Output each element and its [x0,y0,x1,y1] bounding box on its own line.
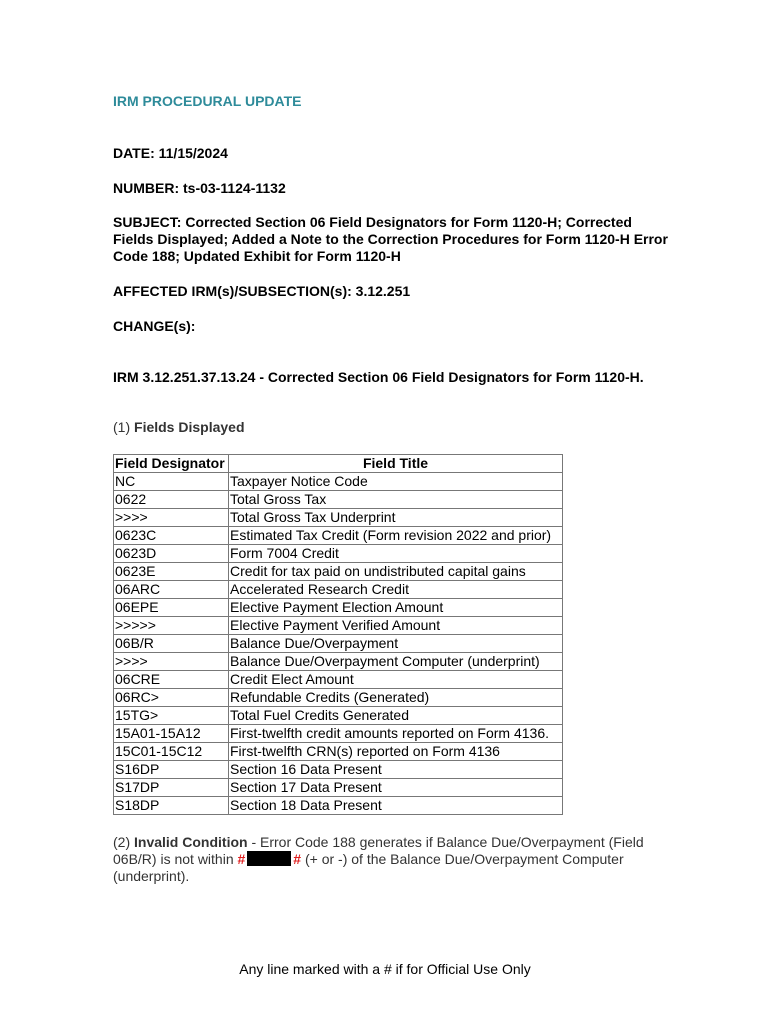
paragraph-2-label: Invalid Condition [134,834,248,850]
header-field-title: Field Title [229,455,563,473]
field-title-cell: First-twelfth CRN(s) reported on Form 4136 [229,743,563,761]
field-title-cell: Credit for tax paid on undistributed capital gains [229,563,563,581]
table-row [114,779,563,797]
paragraph-1-number: (1) [113,419,131,435]
field-title-cell: Balance Due/Overpayment Computer (underprint) [229,653,563,671]
header-field-designator: Field Designator [114,455,229,473]
field-designator-cell: >>>> [114,509,229,527]
table-row [114,581,563,599]
field-designator-cell: 15TG> [114,707,229,725]
table-row [114,563,563,581]
table-row [114,761,563,779]
field-designator-cell: >>>> [114,653,229,671]
field-designator-cell: S17DP [114,779,229,797]
field-title-cell: Section 17 Data Present [229,779,563,797]
affected-irm: AFFECTED IRM(s)/SUBSECTION(s): 3.12.251 [113,283,411,299]
fields-table [113,454,563,815]
field-title-cell: Total Gross Tax Underprint [229,509,563,527]
field-title-cell: Credit Elect Amount [229,671,563,689]
table-row [114,617,563,635]
official-use-hash-close: # [293,851,302,867]
field-designator-cell: >>>>> [114,617,229,635]
table-row [114,599,563,617]
field-designator-cell: 06EPE [114,599,229,617]
field-designator-cell: S18DP [114,797,229,815]
table-row [114,635,563,653]
field-title-cell: First-twelfth credit amounts reported on Form 4136. [229,725,563,743]
table-row [114,671,563,689]
table-row [114,797,563,815]
table-row [114,743,563,761]
field-designator-cell: 0623C [114,527,229,545]
official-use-hash-open: # [237,851,246,867]
field-designator-cell: 15C01-15C12 [114,743,229,761]
field-designator-cell: 06ARC [114,581,229,599]
redaction-block [247,851,291,866]
paragraph-2-text-before: - Error Code 188 generates if Balance Due/Overpayment (Field 06B/R) is not within [113,834,644,867]
table-row [114,491,563,509]
table-row [114,509,563,527]
field-title-cell: Taxpayer Notice Code [229,473,563,491]
field-title-cell: Section 18 Data Present [229,797,563,815]
paragraph-2-text-after: (+ or -) of the Balance Due/Overpayment Computer (underprint). [113,851,624,884]
update-subject: SUBJECT: Corrected Section 06 Field Designators for Form 1120-H; Corrected Fields Displayed; Added a Note to the Correction Procedures for Form 1120-H Error Code 188; Updated Exhibit for Form 1120-H [113,214,668,264]
field-title-cell: Elective Payment Election Amount [229,599,563,617]
field-designator-cell: 15A01-15A12 [114,725,229,743]
field-title-cell: Balance Due/Overpayment [229,635,563,653]
footer-note: Any line marked with a # if for Official Use Only [239,961,531,977]
field-title-cell: Elective Payment Verified Amount [229,617,563,635]
table-row [114,689,563,707]
section-heading: IRM 3.12.251.37.13.24 - Corrected Section 06 Field Designators for Form 1120-H. [113,369,644,385]
field-designator-cell: 06CRE [114,671,229,689]
page-title: IRM PROCEDURAL UPDATE [113,93,302,109]
table-row [114,527,563,545]
table-row [114,725,563,743]
field-title-cell: Estimated Tax Credit (Form revision 2022 and prior) [229,527,563,545]
field-designator-cell: 0623D [114,545,229,563]
paragraph-2 [113,834,653,885]
field-title-cell: Total Fuel Credits Generated [229,707,563,725]
field-designator-cell: NC [114,473,229,491]
table-header-row [114,455,563,473]
field-title-cell: Section 16 Data Present [229,761,563,779]
field-designator-cell: S16DP [114,761,229,779]
field-title-cell: Refundable Credits (Generated) [229,689,563,707]
field-designator-cell: 06RC> [114,689,229,707]
table-body [114,473,563,815]
field-title-cell: Total Gross Tax [229,491,563,509]
table-row [114,707,563,725]
paragraph-2-number: (2) [113,834,131,850]
field-title-cell: Accelerated Research Credit [229,581,563,599]
table-row [114,653,563,671]
changes-label: CHANGE(s): [113,318,196,334]
field-designator-cell: 06B/R [114,635,229,653]
table-row [114,545,563,563]
field-title-cell: Form 7004 Credit [229,545,563,563]
table-row [114,473,563,491]
update-number: NUMBER: ts-03-1124-1132 [113,180,286,196]
paragraph-1 [113,419,245,436]
paragraph-1-label: Fields Displayed [134,419,245,435]
update-date: DATE: 11/15/2024 [113,145,228,161]
field-designator-cell: 0623E [114,563,229,581]
field-designator-cell: 0622 [114,491,229,509]
